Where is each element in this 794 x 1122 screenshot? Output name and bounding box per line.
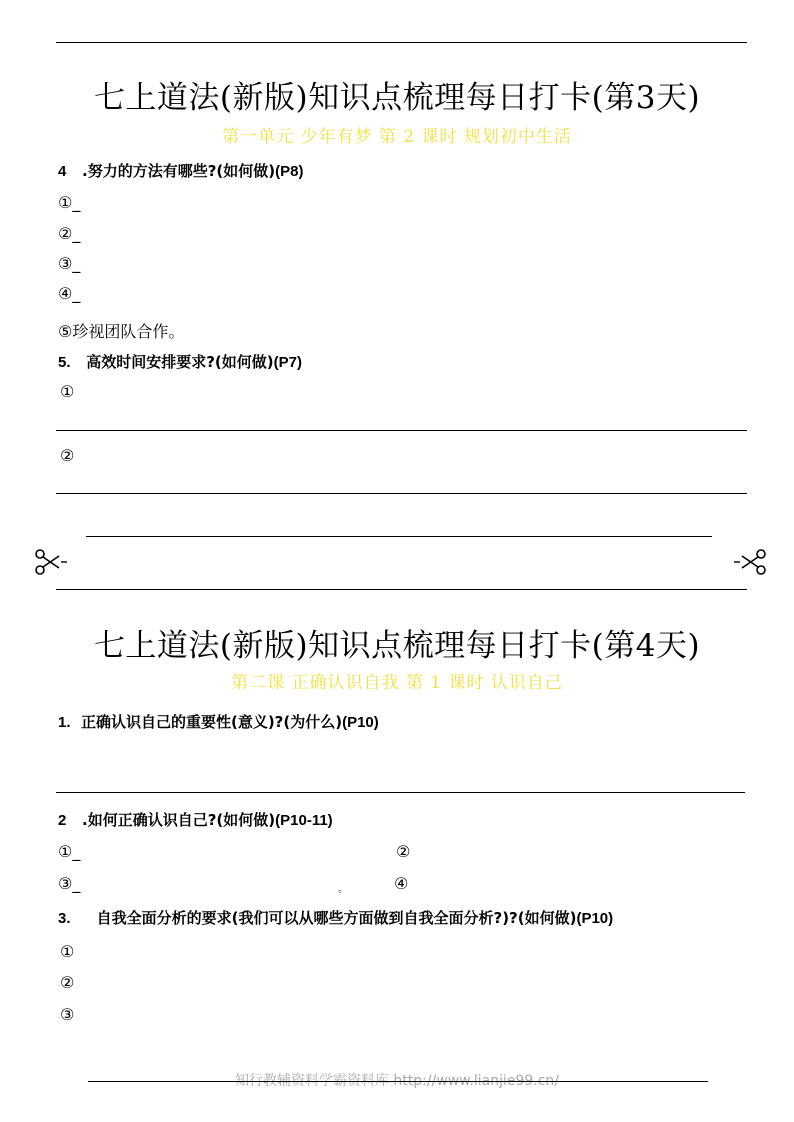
answer-item: ④ xyxy=(394,874,409,893)
day3-title: 七上道法(新版)知识点梳理每日打卡(第3天) xyxy=(93,80,701,116)
answer-item: ①_ xyxy=(58,193,81,212)
cut-line-bottom xyxy=(56,589,747,590)
question-text: .如何正确认识自己?(如何做) xyxy=(82,811,276,829)
question-text: 高效时间安排要求?(如何做) xyxy=(86,353,274,371)
page-ref: (P10-11) xyxy=(275,812,333,829)
scissors-icon xyxy=(734,548,768,578)
question-number: 1. xyxy=(58,714,71,731)
answer-item: ① xyxy=(60,942,75,961)
answer-item: ② xyxy=(60,446,75,465)
scissors-icon xyxy=(33,548,67,578)
answer-item: 。 xyxy=(338,884,348,895)
top-rule xyxy=(56,42,747,43)
question-text: .努力的方法有哪些?(如何做) xyxy=(82,162,276,180)
answer-item: ② xyxy=(396,842,411,861)
page-ref: (P8) xyxy=(275,163,304,180)
answer-item: ② xyxy=(60,973,75,992)
answer-line xyxy=(56,430,747,431)
question-number: 2 xyxy=(58,812,67,829)
page-ref: (P10) xyxy=(576,910,614,927)
page-ref: (P7) xyxy=(273,354,302,371)
question-number: 3. xyxy=(58,910,71,927)
day3-subtitle: 第一单元 少年有梦 第 2 课时 规划初中生活 xyxy=(222,127,572,147)
cut-line-top xyxy=(86,536,712,537)
day4-question-1 xyxy=(58,711,379,732)
day4-subtitle: 第二课 正确认识自我 第 1 课时 认识自己 xyxy=(231,673,563,693)
day4-question-2 xyxy=(58,809,333,830)
question-number: 5. xyxy=(58,354,71,371)
answer-item: ③ xyxy=(60,1005,75,1024)
answer-item: ⑤珍视团队合作。 xyxy=(58,322,185,341)
answer-item: ①_ xyxy=(58,842,81,861)
day4-question-3 xyxy=(58,907,613,928)
answer-line xyxy=(56,493,747,494)
footer-rule xyxy=(88,1081,708,1082)
footer-watermark: 知行教辅资料学霸资料库 http://www.lianjie99.cn/ xyxy=(234,1073,560,1089)
page-ref: (P10) xyxy=(342,714,379,731)
answer-item: ① xyxy=(60,382,75,401)
answer-item: ④_ xyxy=(58,284,81,303)
question-text: 正确认识自己的重要性(意义)?(为什么) xyxy=(80,713,343,731)
question-text: 自我全面分析的要求(我们可以从哪些方面做到自我全面分析?)?(如何做) xyxy=(96,909,577,927)
question-number: 4 xyxy=(58,163,67,180)
answer-line xyxy=(56,792,745,793)
answer-item: ③_ xyxy=(58,254,81,273)
answer-item: ②_ xyxy=(58,224,81,243)
answer-item: ③_ xyxy=(58,874,81,893)
day4-title: 七上道法(新版)知识点梳理每日打卡(第4天) xyxy=(93,628,701,664)
day3-question-5 xyxy=(58,351,302,372)
day3-question-4 xyxy=(58,160,303,181)
